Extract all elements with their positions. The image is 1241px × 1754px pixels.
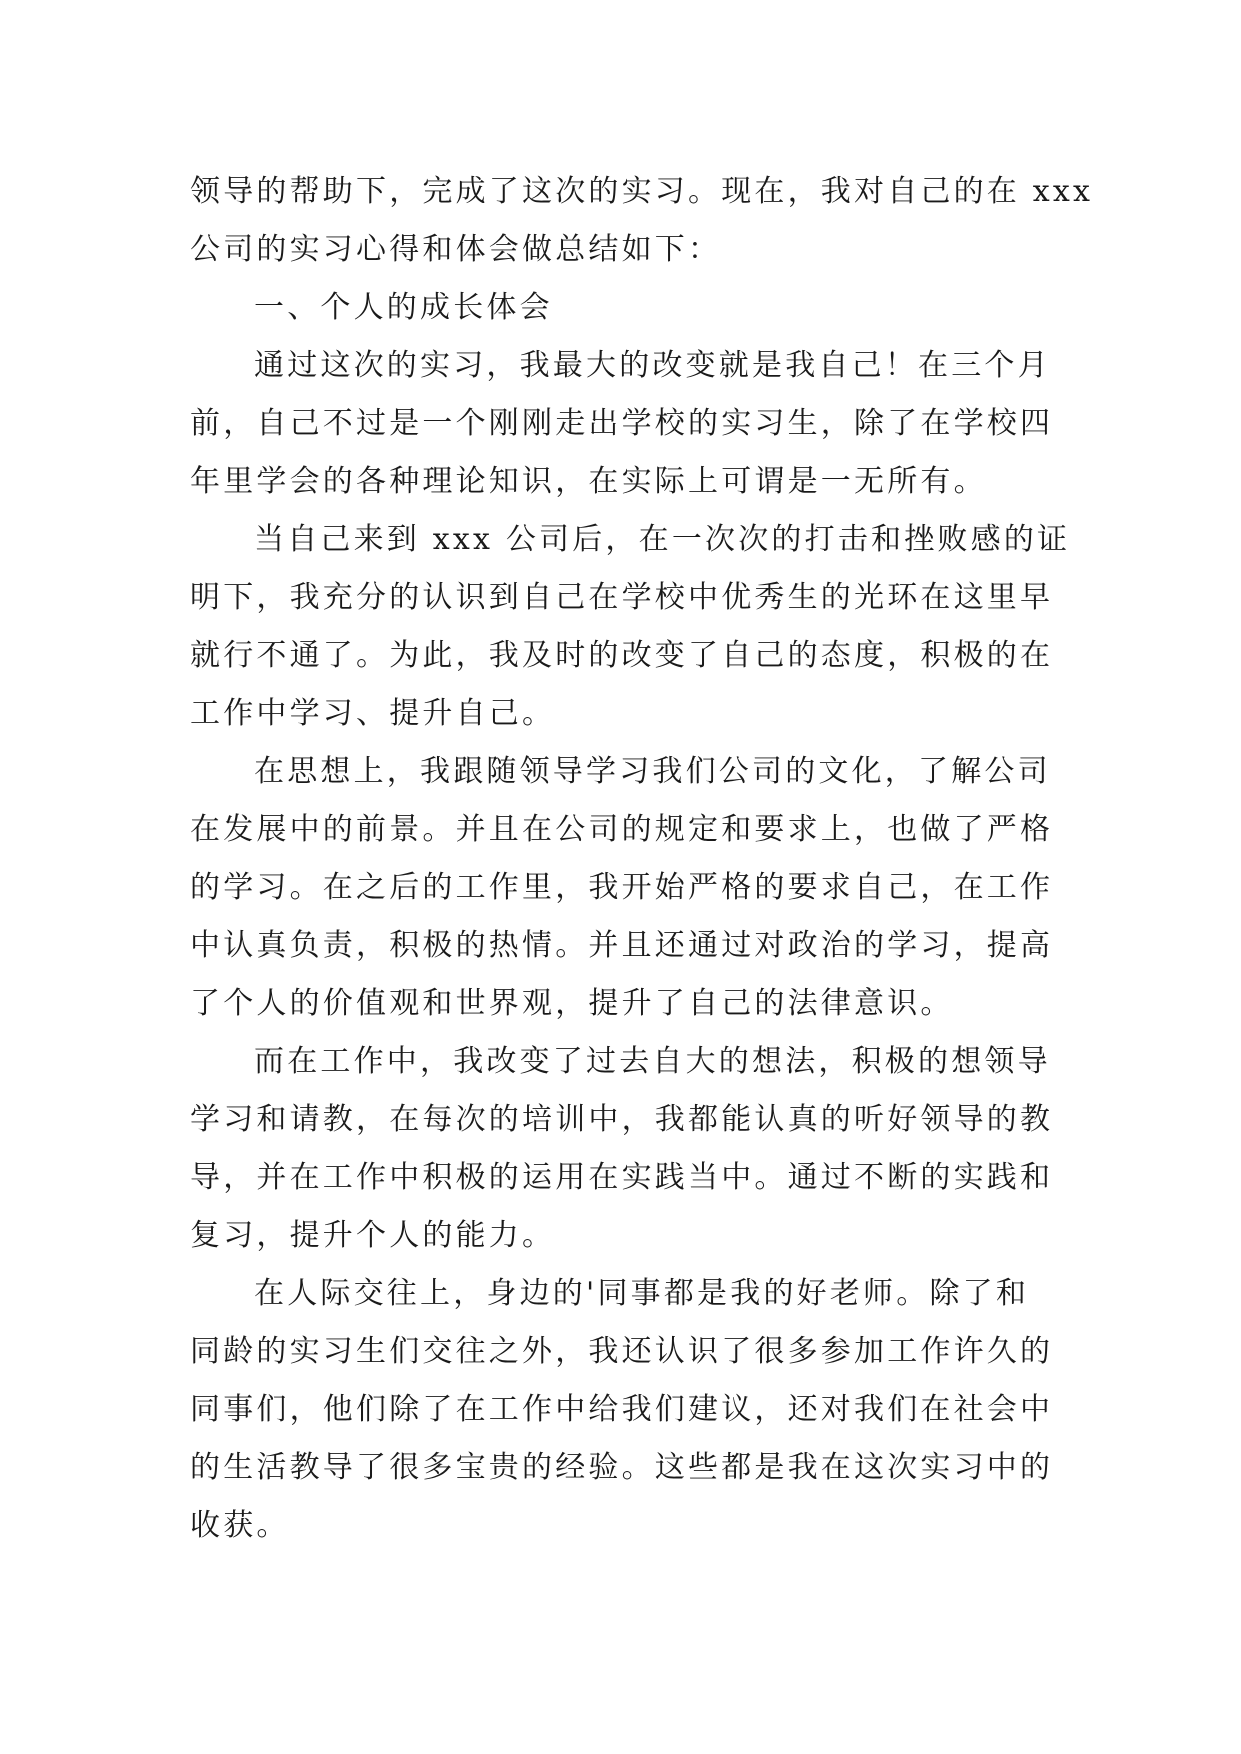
text-line: 通过这次的实习，我最大的改变就是我自己！在三个月: [254, 348, 1051, 383]
text-line: 的学习。在之后的工作里，我开始严格的要求自己，在工作: [190, 870, 1054, 905]
text-line: 当自己来到 xxx 公司后，在一次次的打击和挫败感的证: [254, 522, 1071, 557]
text-line: 在思想上，我跟随领导学习我们公司的文化，了解公司: [254, 754, 1051, 789]
text-line: 工作中学习、提升自己。: [190, 696, 556, 731]
text-line: 收获。: [190, 1508, 290, 1543]
text-line: 同龄的实习生们交往之外，我还认识了很多参加工作许久的: [190, 1334, 1054, 1369]
text-line: 同事们，他们除了在工作中给我们建议，还对我们在社会中: [190, 1392, 1054, 1427]
text-line: 了个人的价值观和世界观，提升了自己的法律意识。: [190, 986, 954, 1021]
text-line: 中认真负责，积极的热情。并且还通过对政治的学习，提高: [190, 928, 1054, 963]
text-line: 年里学会的各种理论知识，在实际上可谓是一无所有。: [190, 464, 987, 499]
text-line: 一、个人的成长体会: [254, 290, 553, 325]
text-line: 前，自己不过是一个刚刚走出学校的实习生，除了在学校四: [190, 406, 1054, 441]
text-line: 在发展中的前景。并且在公司的规定和要求上，也做了严格: [190, 812, 1054, 847]
text-line: 学习和请教，在每次的培训中，我都能认真的听好领导的教: [190, 1102, 1054, 1137]
document-body: [190, 163, 1094, 1555]
text-line: 公司的实习心得和体会做总结如下：: [190, 232, 722, 267]
text-line: 复习，提升个人的能力。: [190, 1218, 556, 1253]
text-line: 而在工作中，我改变了过去自大的想法，积极的想领导: [254, 1044, 1051, 1079]
text-line: 在人际交往上，身边的'同事都是我的好老师。除了和: [254, 1276, 1030, 1311]
text-line: 明下，我充分的认识到自己在学校中优秀生的光环在这里早: [190, 580, 1054, 615]
text-line: 领导的帮助下，完成了这次的实习。现在，我对自己的在 xxx: [190, 174, 1094, 209]
text-line: 就行不通了。为此，我及时的改变了自己的态度，积极的在: [190, 638, 1054, 673]
text-line: 的生活教导了很多宝贵的经验。这些都是我在这次实习中的: [190, 1450, 1054, 1485]
text-line: 导，并在工作中积极的运用在实践当中。通过不断的实践和: [190, 1160, 1054, 1195]
